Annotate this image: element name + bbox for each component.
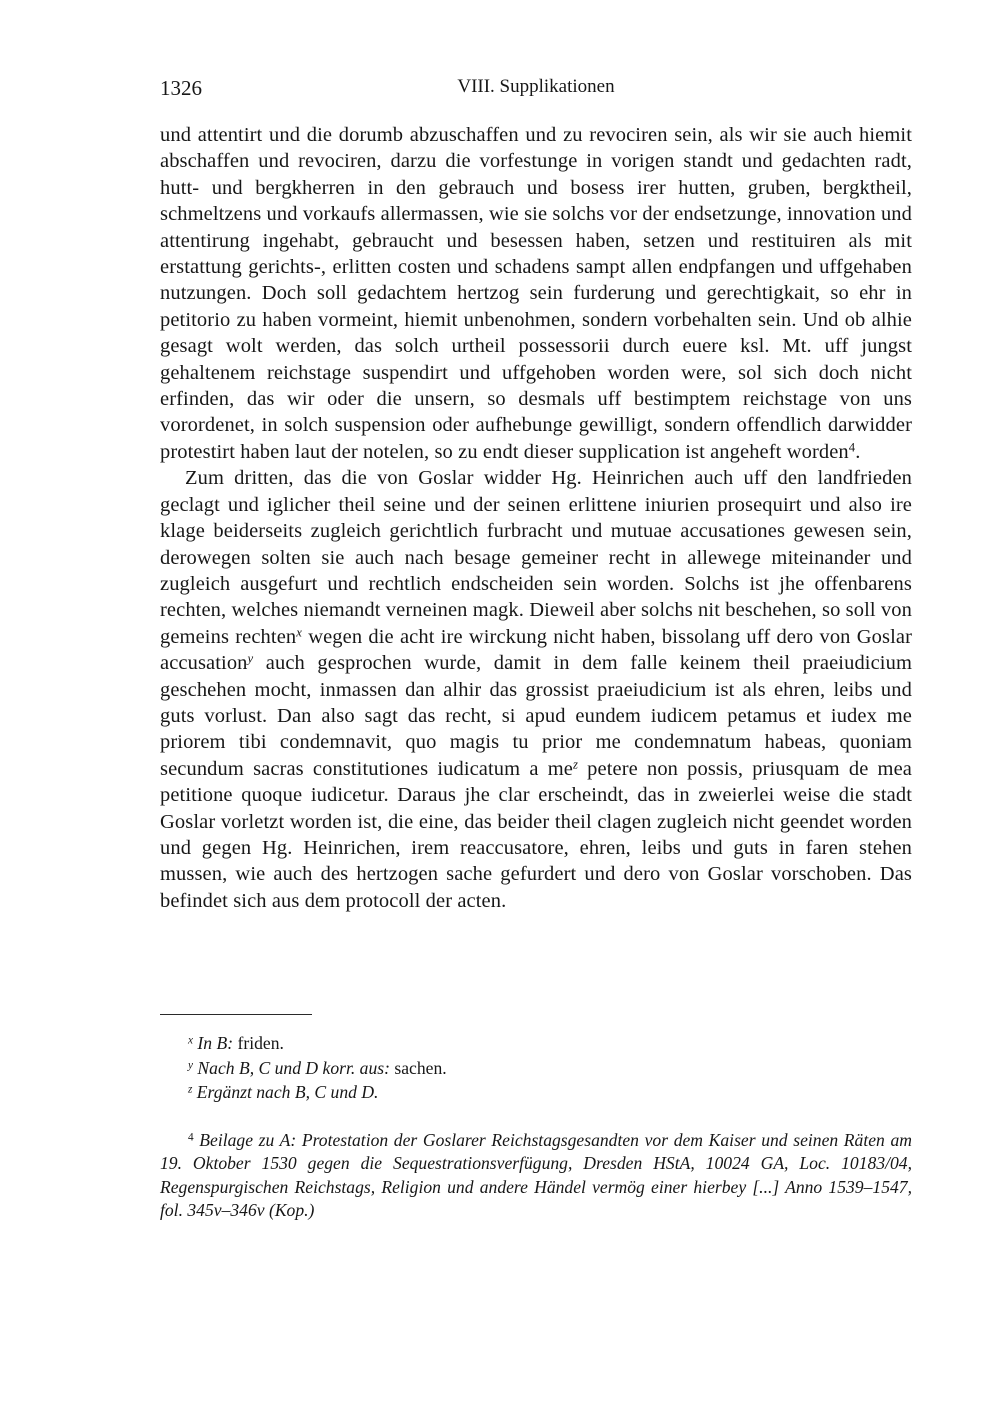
paragraph-2-segment-1: Zum dritten, das die von Goslar widder Hg. Heinrichen auch uff den landfrieden geclagt und iglicher theil seine und der seinen erlittene iniurien prosequirt und also ire klage beiderseits zugleich gerichtlich furbracht und mutuae accusationes gewesen sein, derowegen solten sie auch nach besage gemeiner recht in allewege miteinander und zugleich ausgefurt und rechtlich endscheiden sein worden. Solchs ist jhe offenbarens rechten, welches niemandt verneinen magk. Dieweil aber solchs nit beschehen, so soll von gemeins rechten [160, 467, 912, 648]
footnote-x-marker: x [188, 1034, 193, 1047]
apparatus-notes [160, 1031, 912, 1105]
paragraph-2-segment-4: petere non possis, priusquam de mea petitione quoque iudicetur. Daraus jhe clar erscheindt, das in zweierlei weise die stadt Goslar vorletzt worden ist, die eine, das beider theil clagen zugleich nicht geendet worden und gegen Hg. Heinrichen, irem reaccusatore, ehren, leibs und guts in faren stehen mussen, wie auch des hertzogen sache gefurdert und dero von Goslar vorschoben. Das befindet sich aus dem protocoll der acten. [160, 757, 912, 912]
footnote-y [160, 1056, 912, 1081]
footnote-x-text: friden. [237, 1033, 284, 1053]
commentary-notes [160, 1129, 912, 1223]
footnote-y-lemma: Nach B, C und D korr. aus: [197, 1057, 390, 1078]
footnote-z [160, 1080, 912, 1105]
paragraph-continued [160, 122, 912, 465]
paragraph-1-tail: . [855, 440, 861, 463]
footnote-ref-y: y [247, 651, 254, 666]
footnote-4 [160, 1129, 912, 1223]
page-content [160, 76, 912, 1223]
footnote-x [160, 1031, 912, 1056]
body-text [160, 122, 912, 1014]
footnote-y-marker: y [188, 1058, 193, 1071]
footnote-x-lemma: In B: [197, 1033, 234, 1053]
footnote-ref-z: z [572, 757, 578, 772]
footnotes-section [160, 1014, 912, 1223]
page-header [160, 76, 912, 102]
page-number: 1326 [160, 76, 202, 100]
paragraph-2-segment-2: wegen die acht ire wirckung nicht haben, bissolang uff dero von Goslar accusation [160, 625, 912, 675]
footnote-y-text: sachen. [394, 1057, 447, 1078]
footnote-4-text: Beilage zu A: Protestation der Goslarer Reichstagsgesandten vor dem Kaiser und seinen Räten am 19. Oktober 1530 gegen die Sequestrationsverfügung, Dresden HStA, 10024 GA, Loc. 10183/04, Regenspurgischen Reichstags, Religion und andere Händel vermög einer hierbey [...] Anno 1539–1547, fol. 345v–346v (Kop.) [160, 1129, 912, 1221]
footnote-z-marker: z [188, 1083, 193, 1096]
footnote-ref-4: 4 [848, 440, 856, 455]
footnote-ref-x: x [296, 625, 302, 640]
footnote-z-lemma: Ergänzt nach B, C und D. [196, 1082, 379, 1102]
footnote-4-marker: 4 [188, 1130, 194, 1143]
paragraph-zum-dritten [160, 465, 912, 914]
paragraph-2-segment-3: auch gesprochen wurde, damit in dem falle keinem theil praeiudicium geschehen mocht, inmassen dan alhir das grossist praeiudicium ist als ehren, leibs und guts vorlust. Dan also sagt das recht, si apud eundem iudicem petamus et iudex me priorem tibi condemnavit, quo magis tu prior me condemnatum habeas, quoniam secundum sacras constitutiones iudicatum a me [160, 652, 912, 780]
paragraph-1-text: und attentirt und die dorumb abzuschaffen und zu revociren sein, als wir sie auch hiemit abschaffen und revociren, darzu die vorfestunge in vorigen standt und gedachten radt, hutt- und bergkherren in den gebrauch und bosess irer hutten, gruben, bergktheil, schmeltzens und vorkaufs allermassen, wie sie solchs vor der endsetzunge, innovation und attentirung ingehabt, gebraucht und besessen haben, setzen und restituiren als mit erstattung gerichts-, erlitten costen und schadens sampt allen endpfangen und uffgehaben nutzungen. Doch soll gedachtem hertzog sein furderung und gerechtigkait, so ehr in petitorio zu haben vormeint, hiemit unbenohmen, sondern vorbehalten sein. Und ob alhie gesagt wolt werden, das solch urtheil possessorii durch euere ksl. Mt. uff jungst gehaltenem reichstage suspendirt und uffgehoben worden were, sol sich doch nicht erfinden, das wir oder die unsern, so desmals uff bestimptem reichstage von uns vorordenet, in solch suspension oder aufhebunge gewilligt, sondern offendlich darwidder protestirt haben laut der notelen, so zu endt dieser supplication ist angeheft worden [160, 124, 912, 463]
footnote-separator-rule [160, 1014, 312, 1015]
running-title: VIII. Supplikationen [457, 76, 615, 97]
